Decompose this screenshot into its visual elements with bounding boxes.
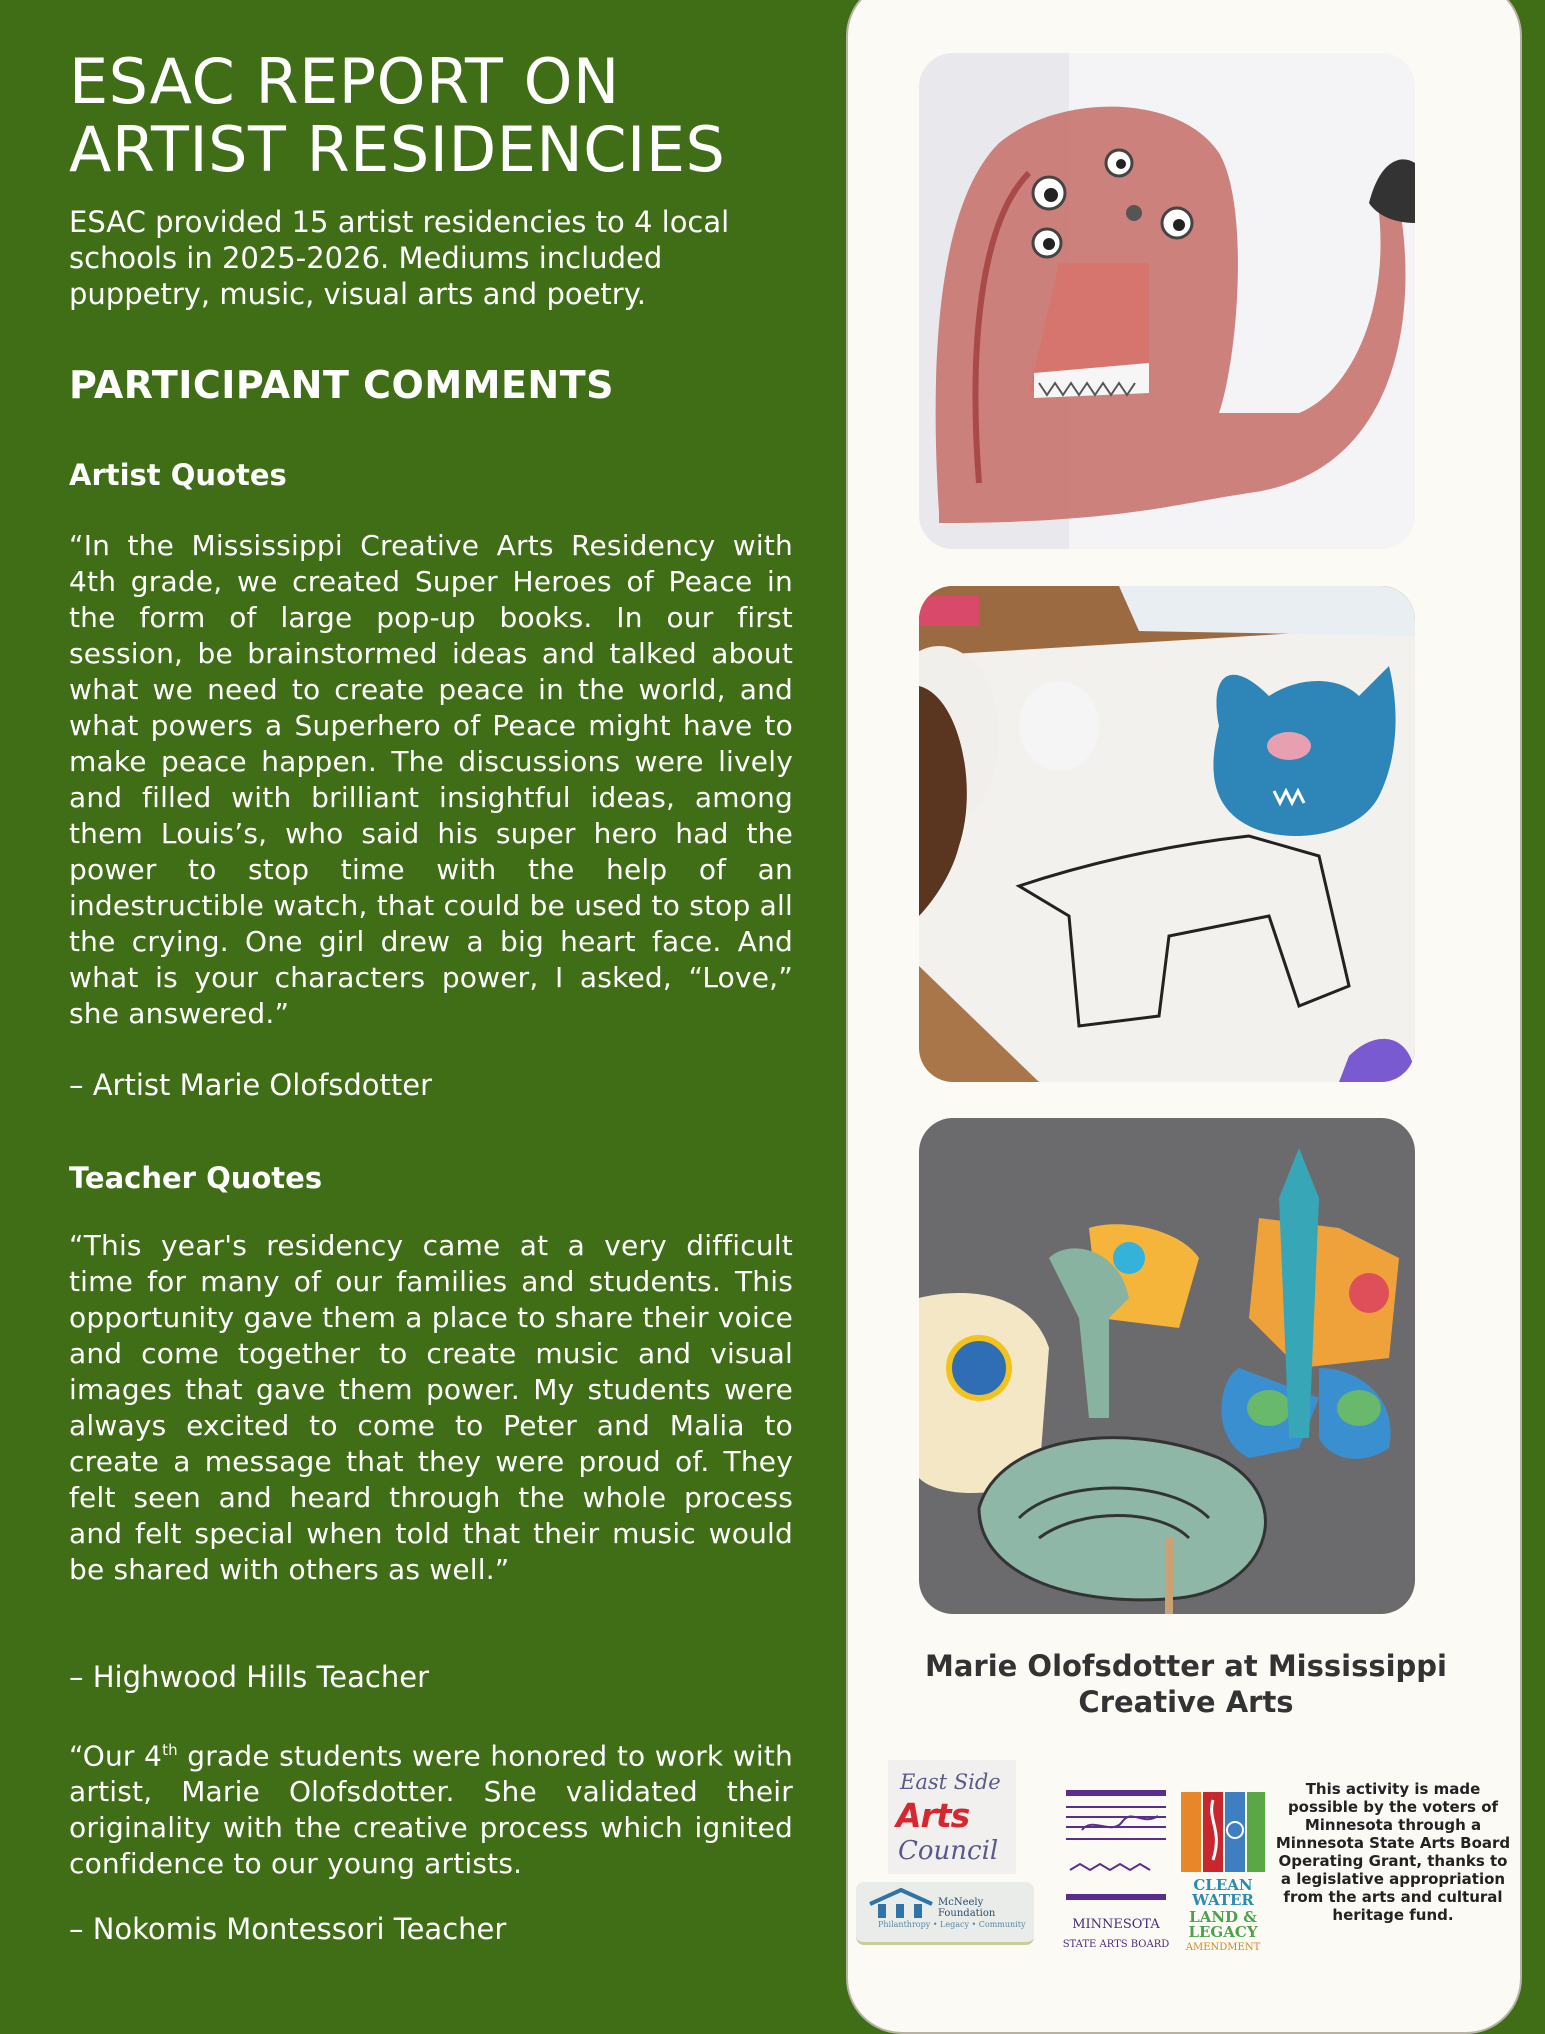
mcneely-foundation-logo xyxy=(856,1882,1034,1945)
minnesota-state-arts-board-logo xyxy=(1062,1786,1170,1954)
photo-red-monster-drawing xyxy=(919,53,1415,549)
intro-paragraph: ESAC provided 15 artist residencies to 4 local schools in 2025-2026. Mediums included puppetry, music, visual arts and poetry. xyxy=(69,205,730,311)
puppets-illustration xyxy=(919,1118,1415,1614)
quote-text-end: grade students were honored to work with artist, Marie Olofsdotter. She validated their originality with the creative process which ignited confidence to our young artists. xyxy=(69,1739,793,1881)
photo-blue-cat-drawing xyxy=(919,586,1415,1082)
legacy-logo-clean-water: CLEAN WATER xyxy=(1192,1876,1254,1909)
msab-staff-icon xyxy=(1062,1786,1170,1906)
ordinal-suffix: th xyxy=(162,1741,178,1759)
teacher-quotes-heading: Teacher Quotes xyxy=(69,1161,323,1195)
funding-statement: This activity is made possible by the voters of Minnesota through a Minnesota State Arts Board Operating Grant, thanks to a legislative appropriation from the arts and cultural heritage fund. xyxy=(1275,1780,1511,1924)
teacher-quote-highwood: “This year's residency came at a very difficult time for many of our families and students. This opportunity gave them a place to share their voice and come together to create music and visual images that gave them power. My students were always excited to come to Peter and Malia to create a message that they were proud of. They felt seen and heard through the whole process and felt special when told that their music would be shared with others as well.” xyxy=(69,1229,793,1586)
page-title-line-1: ESAC REPORT ON xyxy=(69,45,620,118)
msab-logo-minnesota: MINNESOTA xyxy=(1072,1917,1160,1932)
mcneely-house-icon xyxy=(866,1886,936,1920)
artist-quote: “In the Mississippi Creative Arts Residency with 4th grade, we created Super Heroes of Peace in the form of large pop-up books. In our first session, be brainstormed ideas and talked about what we need to create peace in the world, and what powers a Superhero of Peace might have to make peace happen. The discussions were lively and filled with brilliant insightful ideas, among them Louis’s, who said his super hero had the power to stop time with the help of an indestructible watch, that could be used to stop all the crying. One girl drew a big heart face. And what is your characters power, I asked, “Love,” she answered.” xyxy=(69,529,793,1030)
participant-comments-heading: PARTICIPANT COMMENTS xyxy=(69,363,615,407)
quote-text-start: “Our 4 xyxy=(69,1739,163,1773)
esac-logo-council: Council xyxy=(898,1836,999,1866)
blue-cat-illustration xyxy=(919,586,1415,1082)
artist-quotes-heading: Artist Quotes xyxy=(69,458,287,492)
legacy-logo-amendment: AMENDMENT xyxy=(1185,1942,1261,1953)
photo-puppets xyxy=(919,1118,1415,1614)
esac-logo-arts: Arts xyxy=(896,1796,970,1835)
photo-caption: Marie Olofsdotter at Mississippi Creative Arts xyxy=(924,1649,1447,1719)
red-monster-illustration xyxy=(919,53,1415,549)
clean-water-land-legacy-logo xyxy=(1179,1790,1267,1956)
mcneely-name: McNeely Foundation xyxy=(938,1897,996,1919)
legacy-logo-land-legacy: LAND & LEGACY xyxy=(1188,1908,1258,1941)
mcneely-tagline: Philanthropy • Legacy • Community xyxy=(878,1920,1026,1929)
east-side-arts-council-logo xyxy=(888,1760,1016,1874)
page-title-line-2: ARTIST RESIDENCIES xyxy=(69,113,726,186)
artist-attribution: – Artist Marie Olofsdotter xyxy=(69,1068,433,1102)
legacy-amendment-icon xyxy=(1179,1790,1267,1874)
teacher-quote-nokomis xyxy=(69,1732,793,1882)
msab-logo-state-arts-board: STATE ARTS BOARD xyxy=(1062,1939,1170,1950)
teacher-attribution-nokomis: – Nokomis Montessori Teacher xyxy=(69,1912,507,1946)
teacher-attribution-highwood: – Highwood Hills Teacher xyxy=(69,1660,429,1694)
page-title xyxy=(69,45,809,186)
esac-logo-east-side: East Side xyxy=(900,1770,1001,1794)
